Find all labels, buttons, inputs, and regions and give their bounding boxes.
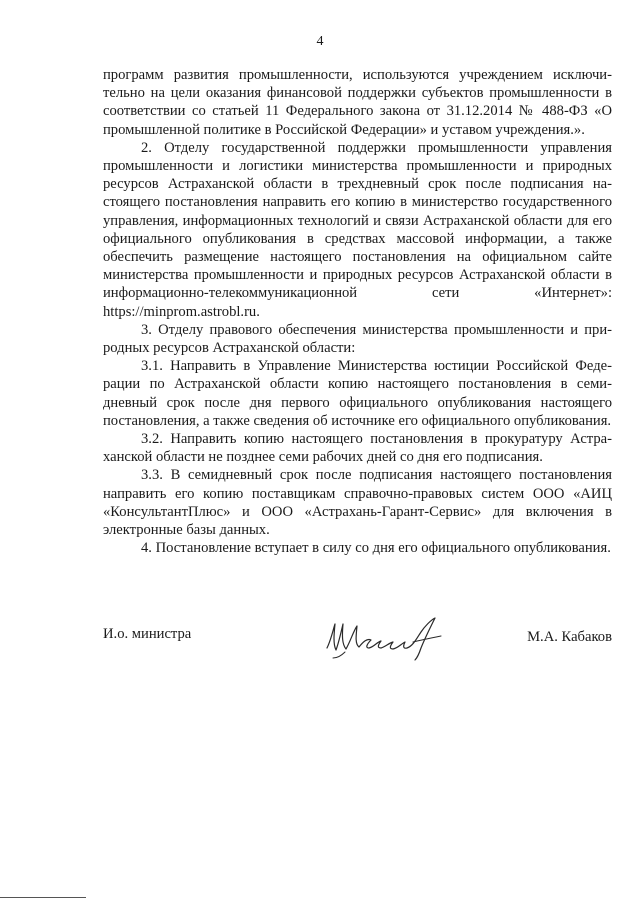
paragraph-3-3: 3.3. В семидневный срок после подписания настоящего постановления направить его копию поставщикам справочно-правовых систем ООО «АИЦ «КонсультантПлюс» и ООО «Астрахань-Гарант-Сервис» для включения в электронные базы данных. <box>103 467 612 539</box>
paragraph-continuation: программ развития промышленности, используются учреждением исключительно на цели оказания финансовой поддержки субъектов промышленности в соответствии со статьей 11 Федерального закона от 31.12.2014 № 488-ФЗ «О промышленной политике в Российской Федерации» и уставом учреждения.». <box>103 67 612 138</box>
document-body <box>103 66 612 557</box>
paragraph-3-2: 3.2. Направить копию настоящего постановления в прокуратуру Астраханской области не позднее семи рабочих дней со дня его подписания. <box>103 431 612 466</box>
paragraph-2: 2. Отделу государственной поддержки промышленности управления промышленности и логистики министерства промышленности и природных ресурсов Астраханской области в трехдневный срок после подписания настоящего постановления направить его копию в министерство государственного управления, информационных технологий и связи Астраханской области для его официального опубликования в средствах массовой информации, а также обеспечить размещение настоящего постановления на официальном сайте министерства промышленности и природных ресурсов Астраханской области в информационно-телекоммуникационной сети «Интернет»: https://minprom.astrobl.ru. <box>103 139 612 320</box>
page-number: 4 <box>316 34 324 49</box>
paragraph-4: 4. Постановление вступает в силу со дня его официального опубликования. <box>141 540 611 557</box>
handwritten-signature <box>321 612 461 662</box>
paragraph-3-1: 3.1. Направить в Управление Министерства юстиции Российской Федерации по Астраханской области копию настоящего постановления в семидневный срок после дня первого официального опубликования настоящего постановления, а также сведения об источнике его официального опубликования. <box>103 358 612 429</box>
paragraph-3: 3. Отделу правового обеспечения министерства промышленности и природных ресурсов Астраханской области: <box>103 321 612 357</box>
signature-block <box>103 616 612 656</box>
signatory-title: И.о. министра <box>103 626 192 642</box>
footer-rule <box>0 897 86 898</box>
signatory-name: М.А. Кабаков <box>527 629 612 645</box>
